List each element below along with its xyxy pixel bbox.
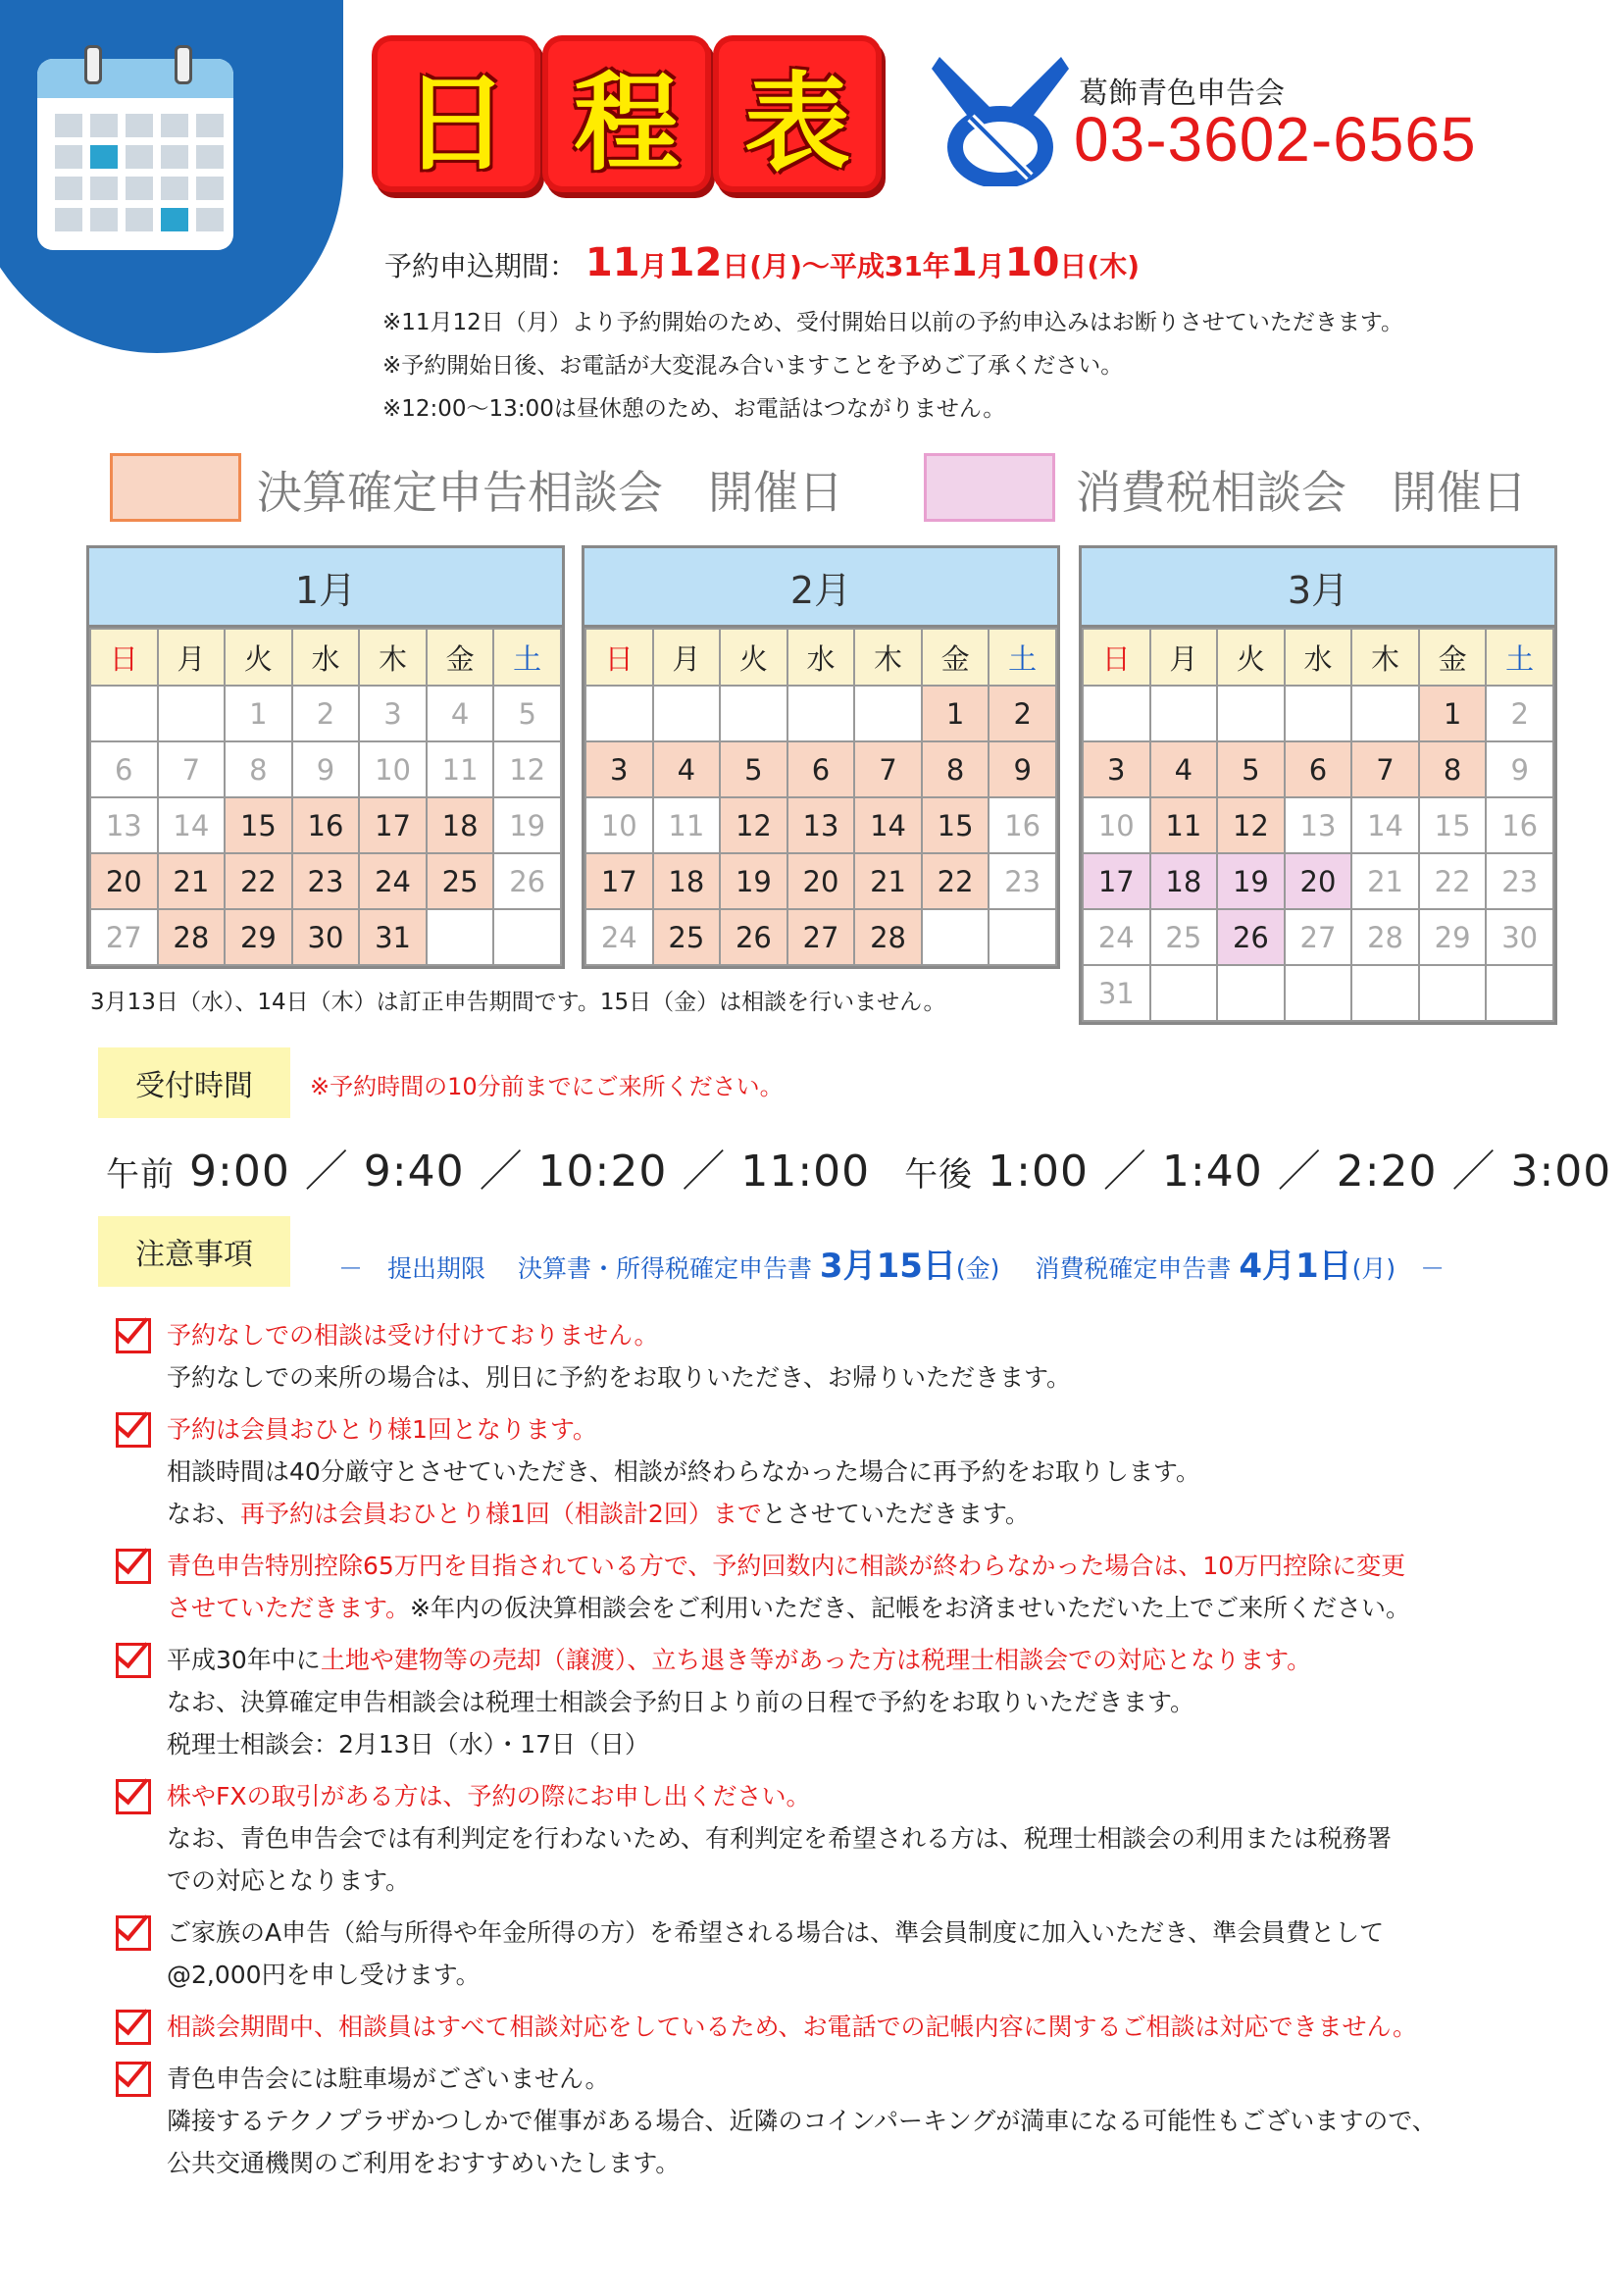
legend-label-shohizei: 消費税相談会 開催日: [1076, 466, 1527, 519]
caution-line: [167, 1314, 1557, 1356]
caution-item: [116, 1639, 1557, 1765]
day-cell: 3: [1083, 741, 1150, 797]
caution-item: [116, 2006, 1557, 2048]
caution-text: 土地や建物等の売却（譲渡）、立ち退き等があった方は税理士相談会での対応となります。: [320, 1646, 1312, 1674]
day-cell: 18: [653, 853, 721, 909]
caution-line: [167, 1723, 1557, 1765]
caution-text: 青色申告特別控除65万円を目指されている方で、予約回数内に相談が終わらなかった場合は、10万円控除に変更: [167, 1552, 1406, 1580]
empty-cell: [1419, 965, 1487, 1021]
day-cell: 11: [427, 741, 494, 797]
day-cell: 31: [1083, 965, 1150, 1021]
day-cell: 5: [720, 741, 787, 797]
day-cell: 3: [585, 741, 653, 797]
day-cell: 28: [1351, 909, 1419, 965]
day-cell: 3: [359, 686, 427, 741]
day-cell: 15: [922, 797, 990, 853]
caution-text: での対応となります。: [167, 1866, 411, 1895]
day-cell: 8: [1419, 741, 1487, 797]
empty-cell: [922, 909, 990, 965]
day-cell: 26: [1217, 909, 1285, 965]
empty-cell: [787, 686, 855, 741]
week-row: [90, 686, 561, 741]
legend-swatch-kessan: [110, 453, 241, 522]
checkbox-icon: [116, 2062, 151, 2097]
caution-line: [167, 2058, 1557, 2100]
caution-line: [167, 1775, 1557, 1817]
day-cell: 11: [653, 797, 721, 853]
empty-cell: [1150, 965, 1218, 1021]
caution-line: [167, 1912, 1557, 1954]
month-header: 2月: [584, 548, 1057, 628]
day-cell: 19: [1217, 853, 1285, 909]
caution-line: [167, 1493, 1557, 1535]
day-cell: 8: [922, 741, 990, 797]
weekday-cell: 日: [90, 629, 158, 686]
caution-text: ご家族のA申告（給与所得や年金所得の方）を希望される場合は、準会員制度に加入いただき、準会員費として: [167, 1918, 1385, 1947]
empty-cell: [1083, 686, 1150, 741]
weekday-cell: 日: [585, 629, 653, 686]
weekday-cell: 金: [427, 629, 494, 686]
calendar-grid: [89, 628, 562, 966]
caution-text: 平成30年中に: [167, 1646, 321, 1674]
weekday-cell: 木: [1351, 629, 1419, 686]
caution-line: [167, 1817, 1557, 1860]
weekday-row: [90, 629, 561, 686]
caution-text: 予約は会員おひとり様1回となります。: [167, 1415, 597, 1444]
day-cell: 28: [158, 909, 226, 965]
day-cell: 9: [1486, 741, 1553, 797]
weekday-cell: 土: [493, 629, 561, 686]
caution-text: 相談会期間中、相談員はすべて相談対応をしているため、お電話での記帳内容に関するご相談は対応できません。: [167, 2013, 1418, 2041]
day-cell: 13: [90, 797, 158, 853]
week-row: [90, 797, 561, 853]
reservation-period: 予約申込期間： 11月12日(月)～平成31年1月10日(木): [384, 240, 1141, 285]
week-row: [1083, 741, 1553, 797]
checkbox-icon: [116, 1318, 151, 1353]
caution-line: [167, 1639, 1557, 1681]
day-cell: 2: [1486, 686, 1553, 741]
day-cell: 13: [787, 797, 855, 853]
day-cell: 29: [225, 909, 292, 965]
empty-cell: [1217, 686, 1285, 741]
weekday-cell: 火: [720, 629, 787, 686]
day-cell: 29: [1419, 909, 1487, 965]
day-cell: 21: [1351, 853, 1419, 909]
title-block: 程: [548, 41, 705, 186]
day-cell: 23: [1486, 853, 1553, 909]
reception-times: 午前 9:00 ／ 9:40 ／ 10:20 ／ 11:00 午後 1:00 ／ 1:40 ／ 2:20 ／ 3:00: [106, 1147, 1612, 1197]
weekday-cell: 月: [653, 629, 721, 686]
day-cell: 22: [225, 853, 292, 909]
day-cell: 14: [158, 797, 226, 853]
week-row: [585, 909, 1056, 965]
day-cell: 19: [493, 797, 561, 853]
day-cell: 4: [1150, 741, 1218, 797]
calendar-icon: [37, 59, 233, 250]
empty-cell: [989, 909, 1056, 965]
day-cell: 23: [292, 853, 360, 909]
weekday-cell: 火: [1217, 629, 1285, 686]
day-cell: 7: [854, 741, 922, 797]
title-block: 表: [719, 41, 876, 186]
weekday-cell: 金: [1419, 629, 1487, 686]
empty-cell: [1217, 965, 1285, 1021]
day-cell: 11: [1150, 797, 1218, 853]
day-cell: 16: [1486, 797, 1553, 853]
weekday-cell: 月: [1150, 629, 1218, 686]
calendar-note: 3月13日（水）、14日（木）は訂正申告期間です。15日（金）は相談を行いません。: [90, 990, 946, 1015]
empty-cell: [1486, 965, 1553, 1021]
weekday-cell: 木: [359, 629, 427, 686]
weekday-cell: 日: [1083, 629, 1150, 686]
week-row: [90, 741, 561, 797]
caution-label: 注意事項: [98, 1216, 290, 1287]
day-cell: 26: [720, 909, 787, 965]
day-cell: 28: [854, 909, 922, 965]
day-cell: 7: [158, 741, 226, 797]
week-row: [1083, 853, 1553, 909]
weekday-cell: 火: [225, 629, 292, 686]
day-cell: 23: [989, 853, 1056, 909]
day-cell: 1: [1419, 686, 1487, 741]
day-cell: 4: [427, 686, 494, 741]
week-row: [90, 853, 561, 909]
empty-cell: [1285, 965, 1352, 1021]
day-cell: 22: [922, 853, 990, 909]
empty-cell: [1285, 686, 1352, 741]
day-cell: 20: [787, 853, 855, 909]
weekday-cell: 木: [854, 629, 922, 686]
day-cell: 27: [90, 909, 158, 965]
weekday-cell: 金: [922, 629, 990, 686]
month-header: 3月: [1082, 548, 1554, 628]
phone-number[interactable]: 03-3602-6565: [1074, 104, 1477, 175]
day-cell: 24: [585, 909, 653, 965]
weekday-cell: 水: [787, 629, 855, 686]
caution-text: なお、決算確定申告相談会は税理士相談会予約日より前の日程で予約をお取りいただきます。: [167, 1688, 1195, 1716]
day-cell: 12: [1217, 797, 1285, 853]
day-cell: 10: [359, 741, 427, 797]
calendar-january: [86, 545, 565, 969]
empty-cell: [1351, 686, 1419, 741]
caution-text: 隣接するテクノプラザかつしかで催事がある場合、近隣のコインパーキングが満車になる可能性もございますので、: [167, 2107, 1437, 2135]
caution-item: [116, 1545, 1557, 1629]
empty-cell: [493, 909, 561, 965]
day-cell: 1: [225, 686, 292, 741]
caution-list: [116, 1314, 1557, 2194]
org-logo-icon: [932, 49, 1069, 186]
caution-text: とさせていただきます。: [761, 1500, 1030, 1528]
submission-deadline: － 提出期限 決算書・所得税確定申告書 3月15日(金) 消費税確定申告書 4月1日(月) －: [338, 1247, 1446, 1286]
checkbox-icon: [116, 1549, 151, 1584]
caution-item: [116, 2058, 1557, 2184]
day-cell: 25: [1150, 909, 1218, 965]
day-cell: 16: [292, 797, 360, 853]
weekday-row: [585, 629, 1056, 686]
day-cell: 10: [1083, 797, 1150, 853]
week-row: [585, 686, 1056, 741]
day-cell: 14: [1351, 797, 1419, 853]
weekday-cell: 土: [1486, 629, 1553, 686]
calendar-february: [582, 545, 1060, 969]
day-cell: 9: [292, 741, 360, 797]
legend-label-kessan: 決算確定申告相談会 開催日: [257, 466, 843, 519]
day-cell: 8: [225, 741, 292, 797]
day-cell: 6: [90, 741, 158, 797]
org-name: 葛飾青色申告会: [1079, 76, 1285, 111]
caution-line: [167, 2100, 1557, 2142]
caution-text: 予約なしでの来所の場合は、別日に予約をお取りいただき、お帰りいただきます。: [167, 1363, 1072, 1392]
day-cell: 14: [854, 797, 922, 853]
day-cell: 22: [1419, 853, 1487, 909]
day-cell: 27: [1285, 909, 1352, 965]
day-cell: 31: [359, 909, 427, 965]
week-row: [90, 909, 561, 965]
checkbox-icon: [116, 1779, 151, 1814]
checkbox-icon: [116, 2010, 151, 2045]
weekday-cell: 水: [292, 629, 360, 686]
empty-cell: [854, 686, 922, 741]
caution-item: [116, 1775, 1557, 1902]
caution-line: [167, 1681, 1557, 1723]
day-cell: 17: [585, 853, 653, 909]
caution-line: [167, 1860, 1557, 1902]
caution-line: [167, 2142, 1557, 2184]
day-cell: 30: [1486, 909, 1553, 965]
caution-text: 相談時間は40分厳守とさせていただき、相談が終わらなかった場合に再予約をお取りします。: [167, 1457, 1200, 1486]
checkbox-icon: [116, 1643, 151, 1678]
day-cell: 25: [653, 909, 721, 965]
day-cell: 20: [90, 853, 158, 909]
caution-line: [167, 1356, 1557, 1399]
day-cell: 21: [854, 853, 922, 909]
caution-text: なお、: [167, 1500, 241, 1528]
day-cell: 24: [359, 853, 427, 909]
caution-text: 青色申告会には駐車場がございません。: [167, 2065, 610, 2093]
week-row: [1083, 797, 1553, 853]
caution-line: [167, 1451, 1557, 1493]
notice-line: ※予約開始日後、お電話が大変混み合いますことを予めご了承ください。: [382, 353, 1124, 379]
calendar-march: [1079, 545, 1557, 1025]
day-cell: 17: [1083, 853, 1150, 909]
empty-cell: [720, 686, 787, 741]
day-cell: 6: [787, 741, 855, 797]
day-cell: 2: [989, 686, 1056, 741]
day-cell: 5: [493, 686, 561, 741]
weekday-cell: 月: [158, 629, 226, 686]
weekday-cell: 土: [989, 629, 1056, 686]
day-cell: 12: [720, 797, 787, 853]
day-cell: 21: [158, 853, 226, 909]
caution-text: 税理士相談会：2月13日（水）・17日（日）: [167, 1730, 650, 1759]
empty-cell: [1351, 965, 1419, 1021]
day-cell: 15: [1419, 797, 1487, 853]
caution-text: 再予約は会員おひとり様1回（相談計2回）まで: [240, 1500, 762, 1528]
weekday-row: [1083, 629, 1553, 686]
day-cell: 5: [1217, 741, 1285, 797]
caution-text: @2,000円を申し受けます。: [167, 1961, 481, 1989]
caution-item: [116, 1314, 1557, 1399]
caution-line: [167, 1545, 1557, 1587]
caution-text: 公共交通機関のご利用をおすすめいたします。: [167, 2149, 681, 2177]
day-cell: 9: [989, 741, 1056, 797]
day-cell: 15: [225, 797, 292, 853]
caution-text: 株やFXの取引がある方は、予約の際にお申し出ください。: [167, 1782, 811, 1810]
title-block: 日: [378, 41, 534, 186]
day-cell: 25: [427, 853, 494, 909]
caution-line: [167, 1954, 1557, 1996]
caution-text: させていただきます。: [167, 1594, 411, 1622]
day-cell: 26: [493, 853, 561, 909]
week-row: [1083, 909, 1553, 965]
empty-cell: [1150, 686, 1218, 741]
caution-line: [167, 1587, 1557, 1629]
day-cell: 17: [359, 797, 427, 853]
checkbox-icon: [116, 1915, 151, 1951]
week-row: [585, 741, 1056, 797]
month-header: 1月: [89, 548, 562, 628]
day-cell: 16: [989, 797, 1056, 853]
day-cell: 7: [1351, 741, 1419, 797]
caution-line: [167, 1408, 1557, 1451]
day-cell: 1: [922, 686, 990, 741]
day-cell: 18: [427, 797, 494, 853]
caution-text: 予約なしでの相談は受け付けておりません。: [167, 1321, 659, 1350]
legend-swatch-shohizei: [924, 453, 1055, 522]
caution-text: ※年内の仮決算相談会をご利用いただき、記帳をお済ませいただいた上でご来所ください。: [410, 1594, 1410, 1622]
caution-item: [116, 1408, 1557, 1535]
calendar-grid: [1082, 628, 1554, 1022]
checkbox-icon: [116, 1412, 151, 1448]
notice-line: ※12:00～13:00は昼休憩のため、お電話はつながりません。: [382, 396, 1006, 422]
day-cell: 4: [653, 741, 721, 797]
day-cell: 13: [1285, 797, 1352, 853]
notice-line: ※11月12日（月）より予約開始のため、受付開始日以前の予約申込みはお断りさせていただきます。: [382, 310, 1404, 335]
day-cell: 2: [292, 686, 360, 741]
page-title: [378, 41, 876, 186]
day-cell: 19: [720, 853, 787, 909]
day-cell: 18: [1150, 853, 1218, 909]
day-cell: 27: [787, 909, 855, 965]
week-row: [1083, 965, 1553, 1021]
empty-cell: [653, 686, 721, 741]
day-cell: 24: [1083, 909, 1150, 965]
empty-cell: [158, 686, 226, 741]
caution-text: なお、青色申告会では有利判定を行わないため、有利判定を希望される方は、税理士相談会の利用または税務署: [167, 1824, 1393, 1853]
empty-cell: [427, 909, 494, 965]
empty-cell: [90, 686, 158, 741]
reception-note: ※予約時間の10分前までにご来所ください。: [310, 1073, 784, 1100]
day-cell: 6: [1285, 741, 1352, 797]
calendar-grid: [584, 628, 1057, 966]
week-row: [585, 853, 1056, 909]
day-cell: 10: [585, 797, 653, 853]
caution-item: [116, 1912, 1557, 1996]
day-cell: 12: [493, 741, 561, 797]
week-row: [585, 797, 1056, 853]
day-cell: 20: [1285, 853, 1352, 909]
day-cell: 30: [292, 909, 360, 965]
empty-cell: [585, 686, 653, 741]
weekday-cell: 水: [1285, 629, 1352, 686]
reception-label: 受付時間: [98, 1047, 290, 1118]
week-row: [1083, 686, 1553, 741]
caution-line: [167, 2006, 1557, 2048]
